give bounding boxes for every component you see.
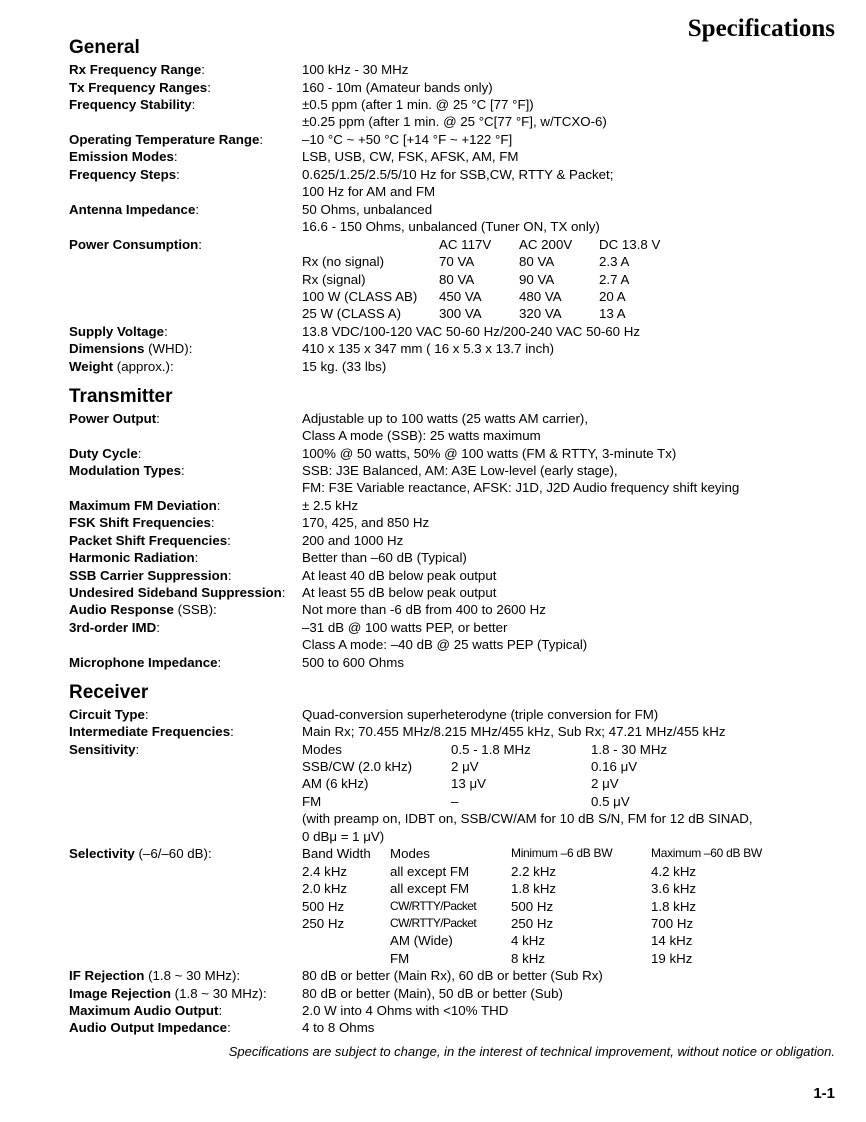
selectivity-cell: 250 Hz (302, 916, 345, 931)
selectivity-header-modes: Modes (390, 846, 430, 861)
spec-label: Operating Temperature Range (69, 132, 260, 147)
power-cell: 90 VA (519, 272, 555, 287)
spec-value: Better than –60 dB (Typical) (302, 550, 467, 565)
power-cell: 2.3 A (599, 254, 630, 269)
selectivity-cell: CW/RTTY/Packet (390, 899, 477, 913)
sensitivity-row-label: FM (302, 794, 322, 809)
spec-label: 3rd-order IMD (69, 620, 157, 635)
selectivity-cell: 700 Hz (651, 916, 694, 931)
power-row-label: 100 W (CLASS AB) (302, 289, 418, 304)
spec-value: LSB, USB, CW, FSK, AFSK, AM, FM (302, 149, 519, 164)
spec-value: 4 to 8 Ohms (302, 1020, 375, 1035)
power-row-label: Rx (signal) (302, 272, 366, 287)
sensitivity-cell: 2 μV (591, 776, 619, 791)
spec-value: Main Rx; 70.455 MHz/8.215 MHz/455 kHz, Sub Rx; 47.21 MHz/455 kHz (302, 724, 726, 739)
selectivity-cell: 500 Hz (302, 899, 345, 914)
selectivity-cell: 3.6 kHz (651, 881, 697, 896)
spec-label: Audio Output Impedance (69, 1020, 228, 1035)
spec-value: 0.625/1.25/2.5/5/10 Hz for SSB,CW, RTTY & Packet; (302, 167, 614, 182)
spec-label: Weight (69, 359, 114, 374)
selectivity-header-max: Maximum –60 dB BW (651, 846, 762, 860)
spec-label: Dimensions (69, 341, 145, 356)
selectivity-cell: AM (Wide) (390, 933, 453, 948)
power-header-ac117: AC 117V (439, 237, 492, 252)
spec-label: Tx Frequency Ranges (69, 80, 208, 95)
sensitivity-cell: 2 μV (451, 759, 479, 774)
spec-label: SSB Carrier Suppression (69, 568, 228, 583)
page-title: Specifications (687, 15, 835, 42)
spec-value: 100% @ 50 watts, 50% @ 100 watts (FM & RTTY, 3-minute Tx) (302, 446, 677, 461)
power-cell: 480 VA (519, 289, 562, 304)
sensitivity-note-2: 0 dBμ = 1 μV) (302, 829, 385, 844)
footnote: Specifications are subject to change, in the interest of technical improvement, without notice or obligation. (228, 1044, 835, 1059)
spec-label: Selectivity (69, 846, 135, 861)
spec-value: 170, 425, and 850 Hz (302, 515, 430, 530)
spec-value: ± 2.5 kHz (302, 498, 359, 513)
power-cell: 320 VA (519, 306, 562, 321)
selectivity-cell: 4 kHz (511, 933, 545, 948)
selectivity-cell: 2.4 kHz (302, 864, 348, 879)
spec-label: Maximum Audio Output (69, 1003, 219, 1018)
spec-label-extra: (1.8 ~ 30 MHz): (144, 968, 241, 983)
power-row-label: Rx (no signal) (302, 254, 385, 269)
selectivity-cell: 1.8 kHz (651, 899, 697, 914)
spec-label: IF Rejection (69, 968, 145, 983)
selectivity-cell: 1.8 kHz (511, 881, 557, 896)
spec-value: 16.6 - 150 Ohms, unbalanced (Tuner ON, TX only) (302, 219, 600, 234)
sensitivity-cell: 13 μV (451, 776, 487, 791)
spec-value: At least 40 dB below peak output (302, 568, 497, 583)
spec-value: ±0.5 ppm (after 1 min. @ 25 °C [77 °F]) (302, 97, 534, 112)
spec-value: 2.0 W into 4 Ohms with <10% THD (302, 1003, 509, 1018)
power-cell: 80 VA (519, 254, 555, 269)
selectivity-cell: all except FM (390, 864, 470, 879)
spec-label-extra: (1.8 ~ 30 MHz): (170, 986, 267, 1001)
spec-value: 13.8 VDC/100-120 VAC 50-60 Hz/200-240 VAC 50-60 Hz (302, 324, 641, 339)
spec-label: Intermediate Frequencies (69, 724, 231, 739)
spec-value: SSB: J3E Balanced, AM: A3E Low-level (early stage), (302, 463, 618, 478)
spec-label-extra: (approx.) (113, 359, 170, 374)
spec-value: FM: F3E Variable reactance, AFSK: J1D, J2D Audio frequency shift keying (302, 480, 740, 495)
spec-value: Quad-conversion superheterodyne (triple conversion for FM) (302, 707, 659, 722)
spec-label: Modulation Types (69, 463, 182, 478)
power-cell: 450 VA (439, 289, 482, 304)
spec-label-extra: (SSB) (173, 602, 214, 617)
spec-label: Maximum FM Deviation (69, 498, 217, 513)
spec-label: Packet Shift Frequencies (69, 533, 228, 548)
selectivity-header-bandwidth: Band Width (302, 846, 371, 861)
spec-label: Harmonic Radiation (69, 550, 195, 565)
spec-value: 80 dB or better (Main), 50 dB or better (Sub) (302, 986, 563, 1001)
sensitivity-note: (with preamp on, IDBT on, SSB/CW/AM for 10 dB S/N, FM for 12 dB SINAD, (302, 811, 753, 826)
selectivity-cell: FM (390, 951, 410, 966)
sensitivity-header-modes: Modes (302, 742, 342, 757)
spec-label: Power Consumption (69, 237, 199, 252)
sensitivity-cell: 0.5 μV (591, 794, 630, 809)
sensitivity-row-label: AM (6 kHz) (302, 776, 369, 791)
spec-label: Microphone Impedance (69, 655, 218, 670)
spec-value: At least 55 dB below peak output (302, 585, 497, 600)
power-header-dc138: DC 13.8 V (599, 237, 661, 252)
spec-label: Frequency Stability (69, 97, 192, 112)
spec-label: Rx Frequency Range (69, 62, 202, 77)
spec-label-extra: (WHD) (144, 341, 189, 356)
section-heading-general: General (69, 37, 140, 58)
power-cell: 13 A (599, 306, 626, 321)
spec-value: 15 kg. (33 lbs) (302, 359, 387, 374)
power-cell: 300 VA (439, 306, 482, 321)
spec-label: Audio Response (69, 602, 174, 617)
spec-label: Antenna Impedance (69, 202, 196, 217)
spec-label: Supply Voltage (69, 324, 165, 339)
power-cell: 2.7 A (599, 272, 630, 287)
spec-value: –10 °C ~ +50 °C [+14 °F ~ +122 °F] (302, 132, 513, 147)
selectivity-cell: all except FM (390, 881, 470, 896)
power-row-label: 25 W (CLASS A) (302, 306, 402, 321)
spec-value: 160 - 10m (Amateur bands only) (302, 80, 493, 95)
spec-value: 50 Ohms, unbalanced (302, 202, 433, 217)
power-cell: 70 VA (439, 254, 475, 269)
selectivity-header-min: Minimum –6 dB BW (511, 846, 613, 860)
selectivity-cell: 500 Hz (511, 899, 554, 914)
spec-value: 80 dB or better (Main Rx), 60 dB or better (Sub Rx) (302, 968, 603, 983)
power-header-ac200: AC 200V (519, 237, 573, 252)
spec-value: 200 and 1000 Hz (302, 533, 404, 548)
selectivity-cell: 14 kHz (651, 933, 693, 948)
selectivity-cell: CW/RTTY/Packet (390, 916, 477, 930)
sensitivity-row-label: SSB/CW (2.0 kHz) (302, 759, 413, 774)
spec-label: Sensitivity (69, 742, 136, 757)
spec-label: Power Output (69, 411, 157, 426)
sensitivity-header-high: 1.8 - 30 MHz (591, 742, 668, 757)
selectivity-cell: 4.2 kHz (651, 864, 697, 879)
sensitivity-cell: – (451, 794, 459, 809)
selectivity-cell: 2.2 kHz (511, 864, 557, 879)
spec-label: Duty Cycle (69, 446, 138, 461)
section-heading-receiver: Receiver (69, 682, 149, 703)
spec-value: Class A mode: –40 dB @ 25 watts PEP (Typical) (302, 637, 588, 652)
spec-value: Not more than -6 dB from 400 to 2600 Hz (302, 602, 546, 617)
spec-value: 100 Hz for AM and FM (302, 184, 436, 199)
spec-label: Frequency Steps (69, 167, 177, 182)
spec-value: Class A mode (SSB): 25 watts maximum (302, 428, 541, 443)
spec-label: Undesired Sideband Suppression (69, 585, 282, 600)
power-cell: 80 VA (439, 272, 475, 287)
selectivity-cell: 8 kHz (511, 951, 545, 966)
spec-label-extra: (–6/–60 dB): (134, 846, 212, 861)
spec-label: Image Rejection (69, 986, 171, 1001)
spec-label: Emission Modes (69, 149, 174, 164)
sensitivity-header-low: 0.5 - 1.8 MHz (451, 742, 531, 757)
spec-value: ±0.25 ppm (after 1 min. @ 25 °C[77 °F], w/TCXO-6) (302, 114, 607, 129)
page-number: 1-1 (813, 1085, 835, 1102)
spec-value: Adjustable up to 100 watts (25 watts AM carrier), (302, 411, 589, 426)
power-cell: 20 A (599, 289, 626, 304)
sensitivity-cell: 0.16 μV (591, 759, 638, 774)
spec-label: FSK Shift Frequencies (69, 515, 211, 530)
selectivity-cell: 19 kHz (651, 951, 693, 966)
spec-value: 100 kHz - 30 MHz (302, 62, 409, 77)
spec-label: Circuit Type (69, 707, 145, 722)
spec-value: 410 x 135 x 347 mm ( 16 x 5.3 x 13.7 inch) (302, 341, 555, 356)
spec-value: 500 to 600 Ohms (302, 655, 405, 670)
section-heading-transmitter: Transmitter (69, 386, 173, 407)
selectivity-cell: 2.0 kHz (302, 881, 348, 896)
selectivity-cell: 250 Hz (511, 916, 554, 931)
spec-value: –31 dB @ 100 watts PEP, or better (302, 620, 508, 635)
